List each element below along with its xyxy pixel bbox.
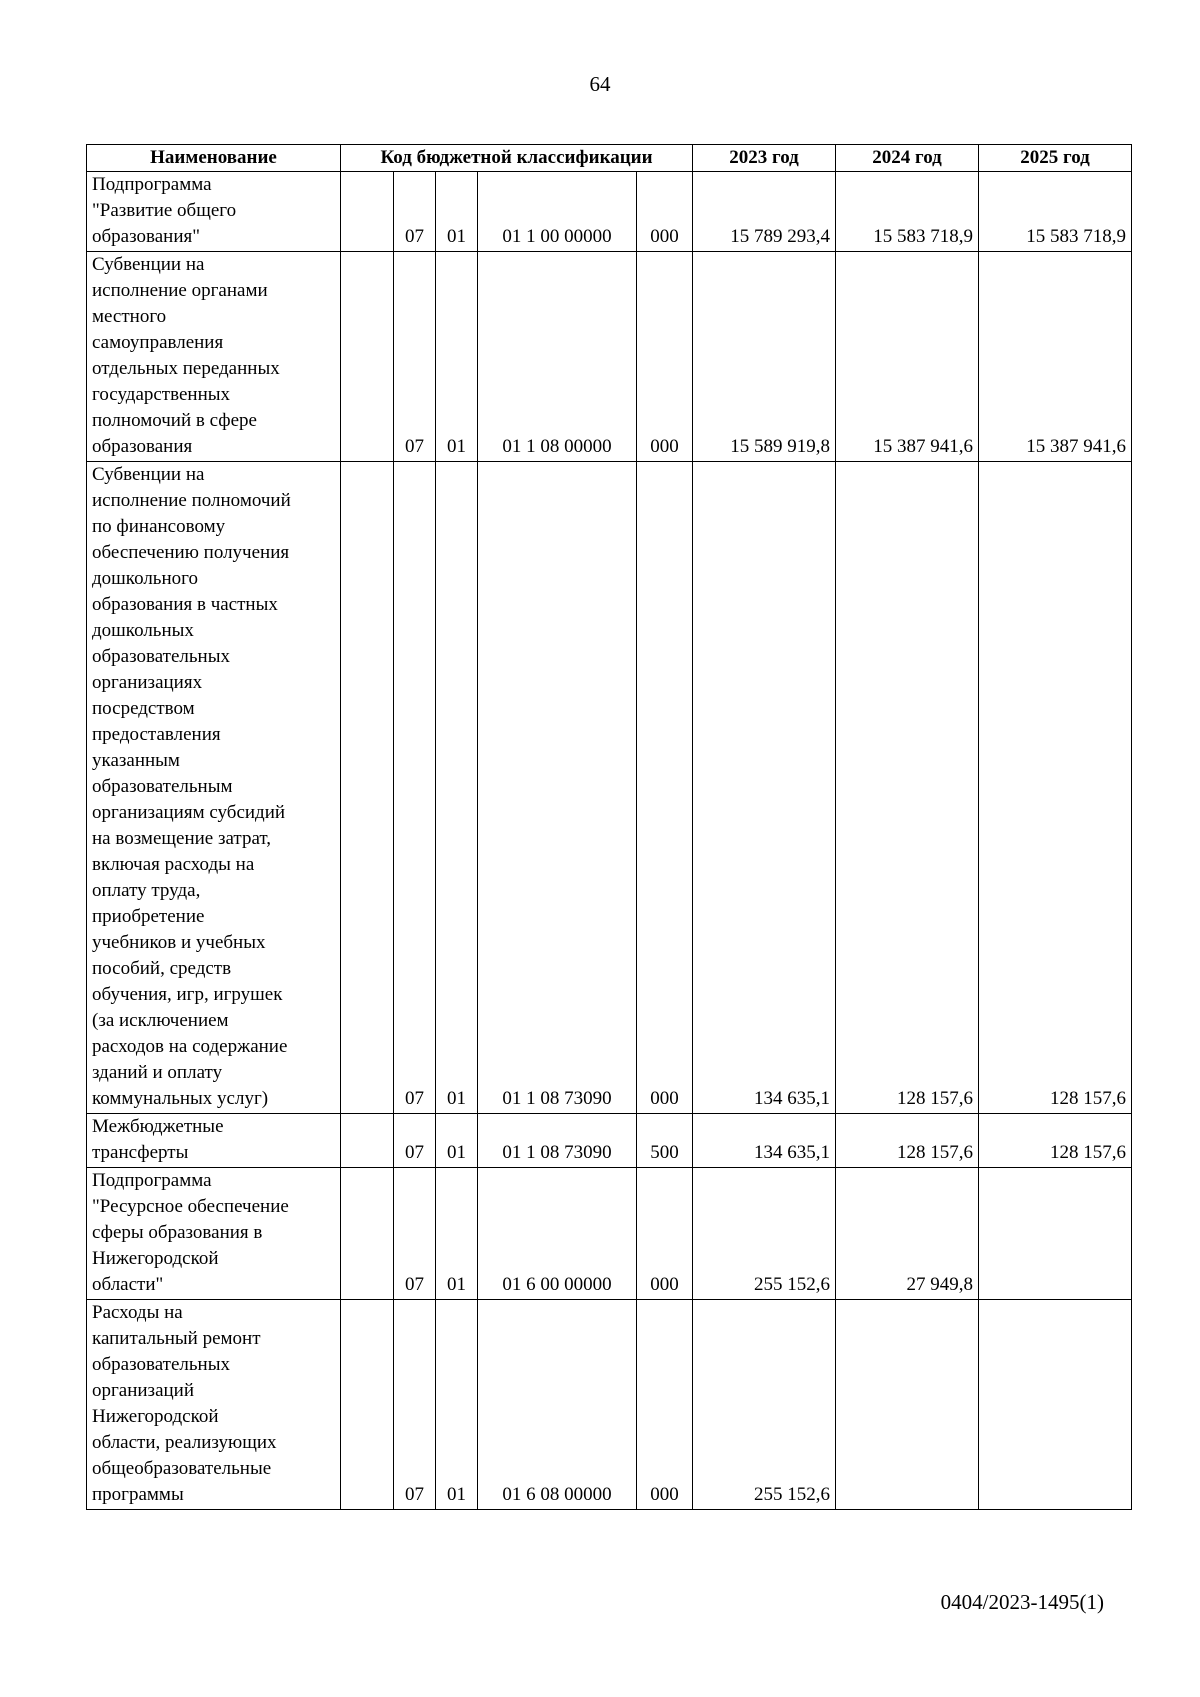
code-target-article: 01 1 08 00000 [478, 252, 637, 462]
code-expense-type: 000 [637, 1300, 693, 1510]
code-blank [341, 1114, 394, 1168]
amount-2025: 128 157,6 [979, 462, 1132, 1114]
header-2023: 2023 год [693, 145, 836, 172]
code-target-article: 01 1 08 73090 [478, 462, 637, 1114]
row-name: Расходы на капитальный ремонт образовательных организаций Нижегородской области, реализующих общеобразовательные программы [87, 1300, 341, 1510]
amount-2024: 15 583 718,9 [836, 172, 979, 252]
amount-2023: 15 789 293,4 [693, 172, 836, 252]
page-number: 64 [589, 72, 611, 96]
code-section: 07 [394, 252, 436, 462]
code-target-article: 01 6 00 00000 [478, 1168, 637, 1300]
amount-2023: 134 635,1 [693, 1114, 836, 1168]
table-row [87, 172, 1132, 252]
budget-table [86, 144, 1132, 1510]
code-section: 07 [394, 172, 436, 252]
code-subsection: 01 [436, 1114, 478, 1168]
amount-2023: 15 589 919,8 [693, 252, 836, 462]
code-subsection: 01 [436, 252, 478, 462]
code-expense-type: 000 [637, 172, 693, 252]
row-name: Субвенции на исполнение органами местного самоуправления отдельных переданных государственных полномочий в сфере образования [87, 252, 341, 462]
code-target-article: 01 1 00 00000 [478, 172, 637, 252]
row-name: Подпрограмма "Развитие общего образования" [87, 172, 341, 252]
amount-2024: 27 949,8 [836, 1168, 979, 1300]
code-subsection: 01 [436, 172, 478, 252]
amount-2025 [979, 1300, 1132, 1510]
header-name: Наименование [87, 145, 341, 172]
code-target-article: 01 1 08 73090 [478, 1114, 637, 1168]
amount-2024: 128 157,6 [836, 1114, 979, 1168]
row-name: Подпрограмма "Ресурсное обеспечение сферы образования в Нижегородской области" [87, 1168, 341, 1300]
code-section: 07 [394, 1168, 436, 1300]
header-2024: 2024 год [836, 145, 979, 172]
code-expense-type: 000 [637, 462, 693, 1114]
header-2025: 2025 год [979, 145, 1132, 172]
amount-2025: 15 583 718,9 [979, 172, 1132, 252]
header-code: Код бюджетной классификации [341, 145, 693, 172]
code-expense-type: 000 [637, 1168, 693, 1300]
table-row [87, 252, 1132, 462]
amount-2023: 255 152,6 [693, 1168, 836, 1300]
code-section: 07 [394, 1300, 436, 1510]
table-row [87, 1114, 1132, 1168]
amount-2024 [836, 1300, 979, 1510]
code-section: 07 [394, 1114, 436, 1168]
amount-2025 [979, 1168, 1132, 1300]
code-target-article: 01 6 08 00000 [478, 1300, 637, 1510]
code-blank [341, 252, 394, 462]
amount-2023: 134 635,1 [693, 462, 836, 1114]
code-expense-type: 000 [637, 252, 693, 462]
code-subsection: 01 [436, 1300, 478, 1510]
table-header-row [87, 145, 1132, 172]
amount-2024: 15 387 941,6 [836, 252, 979, 462]
code-expense-type: 500 [637, 1114, 693, 1168]
amount-2023: 255 152,6 [693, 1300, 836, 1510]
code-blank [341, 1300, 394, 1510]
row-name: Субвенции на исполнение полномочий по финансовому обеспечению получения дошкольного образования в частных дошкольных образовательных организациях посредством предоставления указанным образовательным организациям субсидий на возмещение затрат, включая расходы на оплату труда, приобретение учебников и учебных пособий, средств обучения, игр, игрушек (за исключением расходов на содержание зданий и оплату коммунальных услуг) [87, 462, 341, 1114]
amount-2024: 128 157,6 [836, 462, 979, 1114]
amount-2025: 15 387 941,6 [979, 252, 1132, 462]
row-name: Межбюджетные трансферты [87, 1114, 341, 1168]
table-row [87, 1168, 1132, 1300]
code-blank [341, 462, 394, 1114]
table-row [87, 462, 1132, 1114]
code-section: 07 [394, 462, 436, 1114]
code-subsection: 01 [436, 1168, 478, 1300]
code-blank [341, 1168, 394, 1300]
code-blank [341, 172, 394, 252]
amount-2025: 128 157,6 [979, 1114, 1132, 1168]
code-subsection: 01 [436, 462, 478, 1114]
document-code: 0404/2023-1495(1) [940, 1590, 1104, 1614]
table-row [87, 1300, 1132, 1510]
